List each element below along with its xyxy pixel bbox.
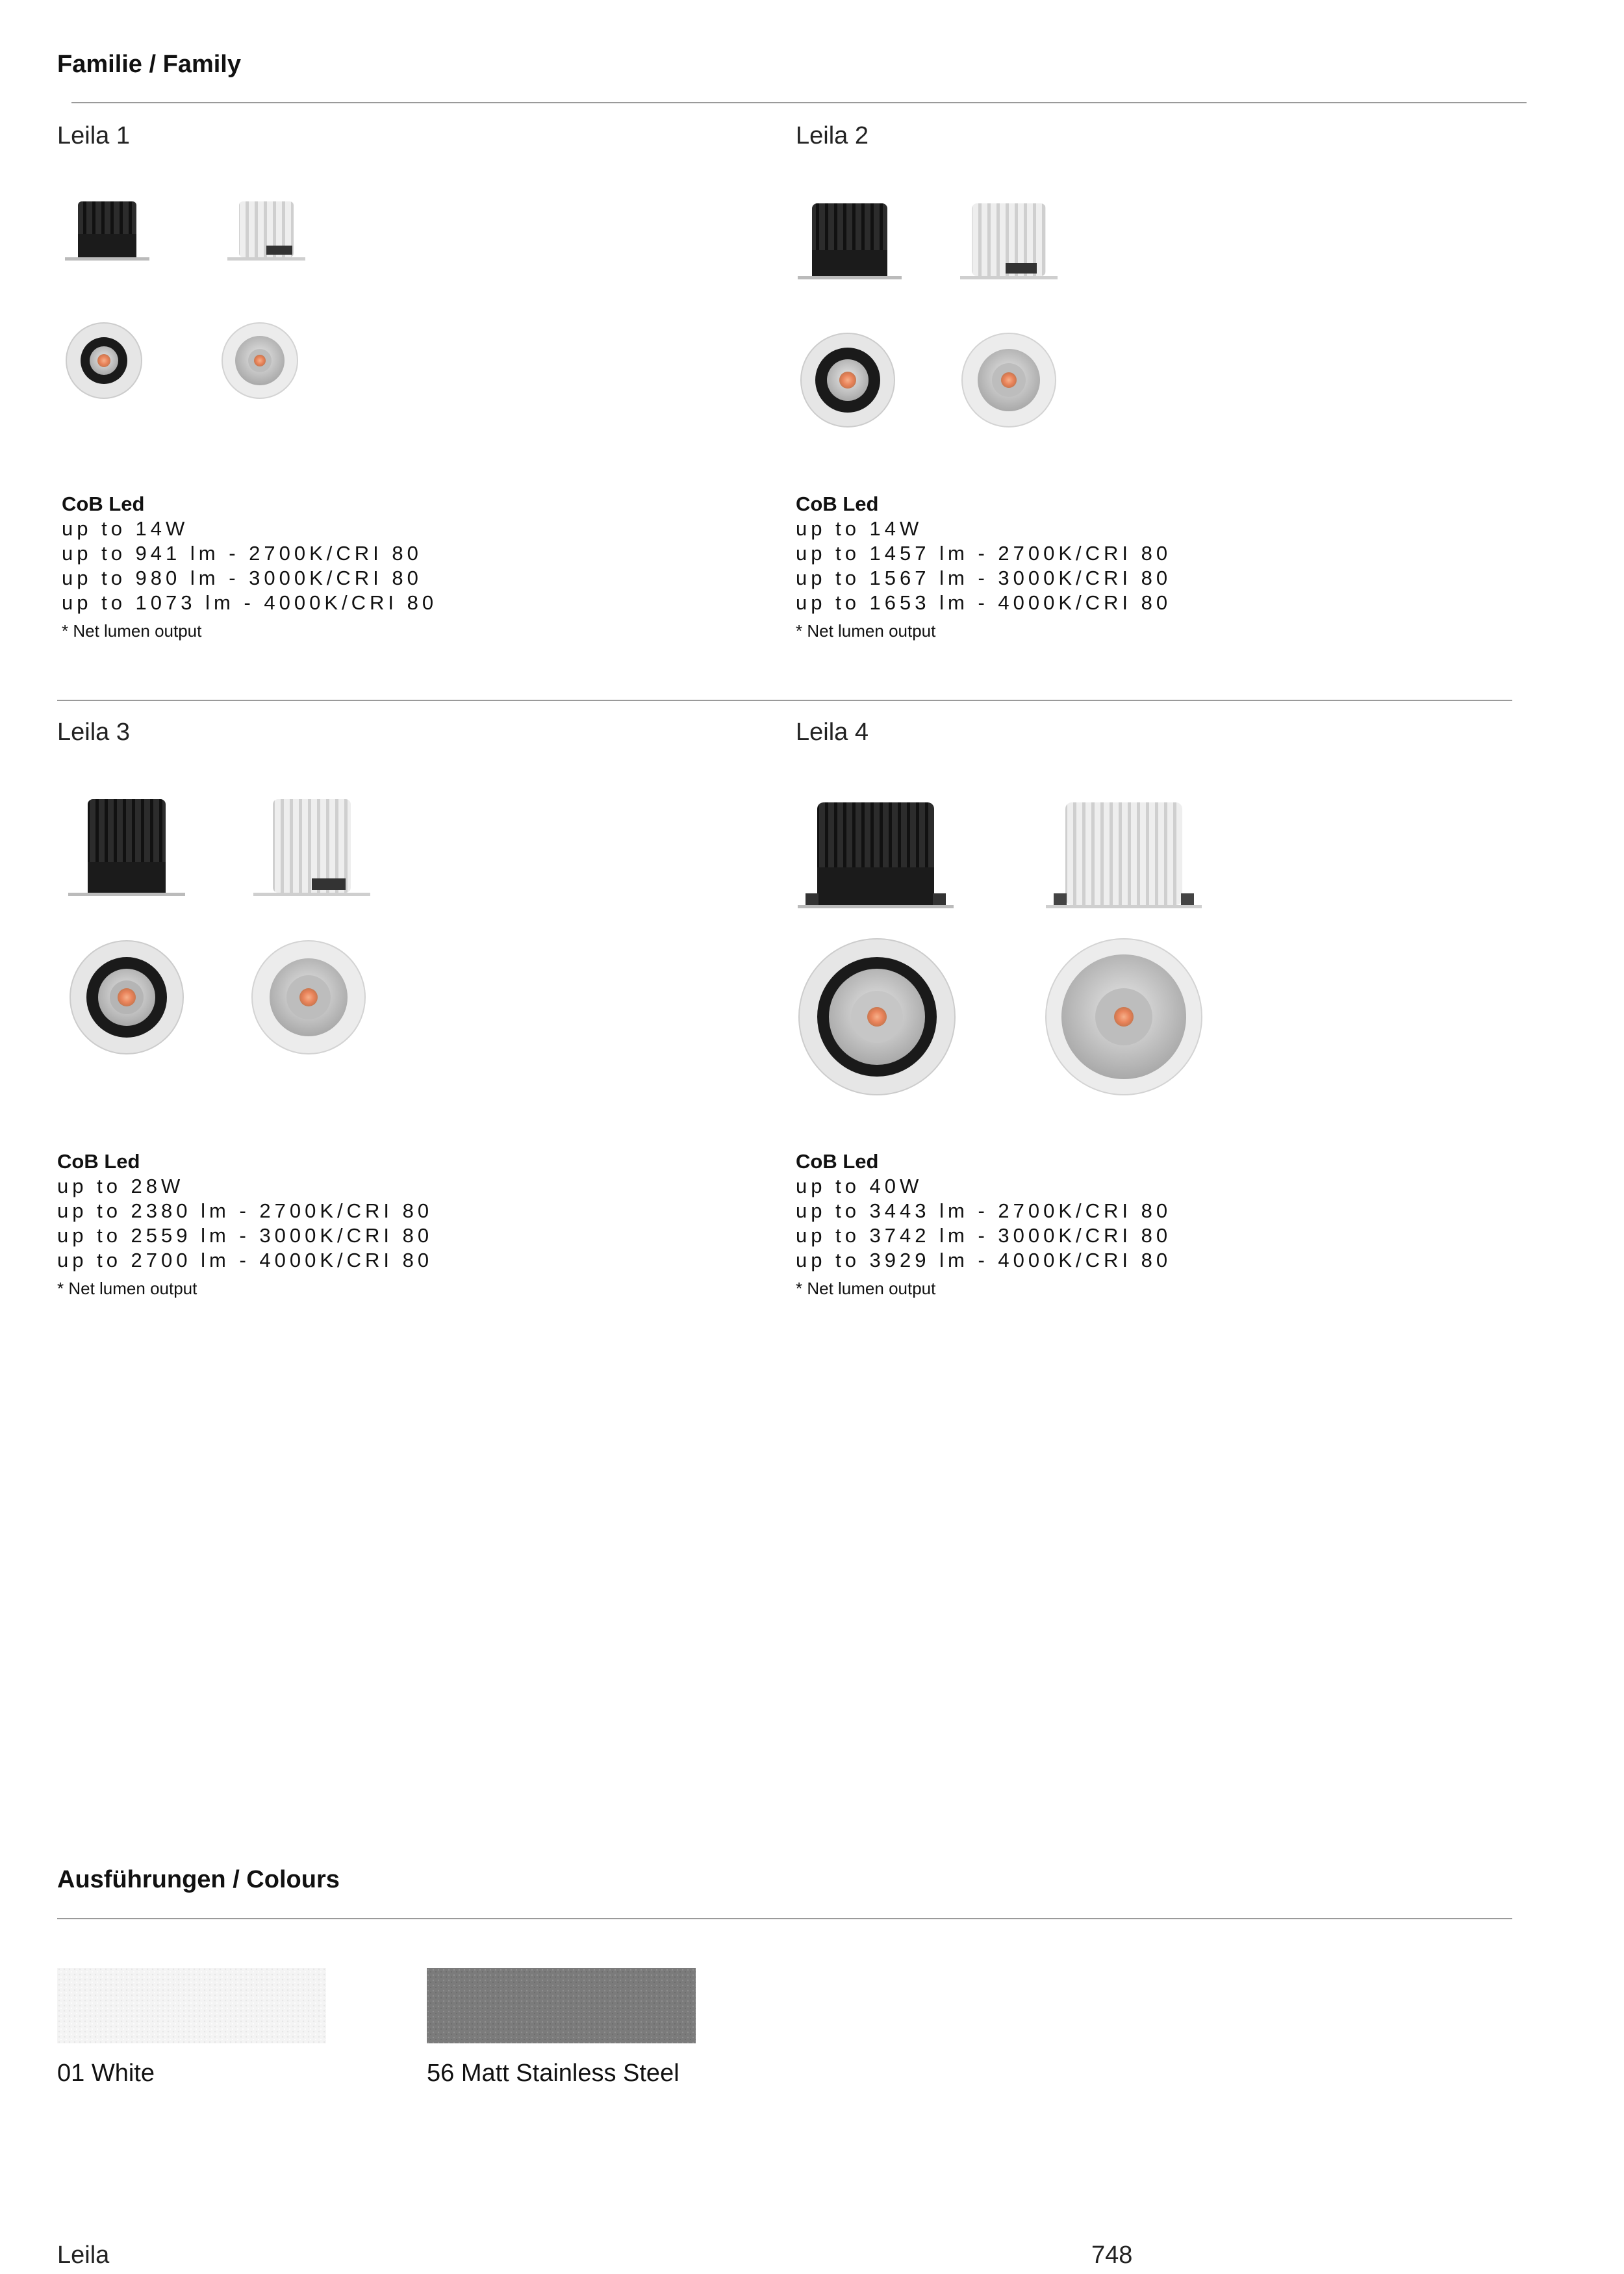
leila-3-front-black-image xyxy=(68,939,185,1056)
swatch-matt-stainless-steel xyxy=(427,1968,696,2043)
leila-1-front-black-image xyxy=(65,322,143,400)
leila-3-side-black-image xyxy=(68,794,185,901)
product-name-leila-1: Leila 1 xyxy=(57,122,130,149)
swatch-white xyxy=(57,1968,326,2043)
colours-heading: Ausführungen / Colours xyxy=(57,1866,340,1893)
page-number: 748 xyxy=(1091,2242,1133,2269)
spec-line: up to 2559 lm - 3000K/CRI 80 xyxy=(57,1224,433,1247)
leila-3-front-white-image xyxy=(250,939,367,1056)
spec-line: up to 1567 lm - 3000K/CRI 80 xyxy=(796,567,1172,589)
spec-line: up to 28W xyxy=(57,1175,184,1197)
specs-title: CoB Led xyxy=(62,492,145,515)
swatch-matt-stainless-steel-label: 56 Matt Stainless Steel xyxy=(427,2060,679,2087)
spec-line: up to 40W xyxy=(796,1175,923,1197)
leila-2-front-white-image xyxy=(960,331,1058,429)
leila-1-side-white-image xyxy=(227,195,305,266)
net-lumen-note: * Net lumen output xyxy=(796,1279,936,1298)
product-row-divider xyxy=(57,700,1512,701)
leila-1-front-white-image xyxy=(221,322,299,400)
specs-title: CoB Led xyxy=(796,1150,879,1173)
spec-line: up to 2700 lm - 4000K/CRI 80 xyxy=(57,1249,433,1271)
net-lumen-note: * Net lumen output xyxy=(57,1279,197,1298)
colours-divider xyxy=(57,1918,1512,1919)
leila-3-side-white-image xyxy=(253,794,370,901)
leila-2-side-white-image xyxy=(960,198,1058,283)
spec-line: up to 14W xyxy=(796,517,923,540)
spec-line: up to 3443 lm - 2700K/CRI 80 xyxy=(796,1199,1172,1222)
product-name-leila-2: Leila 2 xyxy=(796,122,869,149)
net-lumen-note: * Net lumen output xyxy=(796,621,936,641)
footer-product-name: Leila xyxy=(57,2242,110,2269)
leila-2-side-black-image xyxy=(798,198,902,283)
product-name-leila-4: Leila 4 xyxy=(796,719,869,746)
leila-1-specs xyxy=(62,492,437,641)
leila-4-specs xyxy=(796,1149,1171,1299)
spec-line: up to 1653 lm - 4000K/CRI 80 xyxy=(796,591,1172,614)
spec-line: up to 1073 lm - 4000K/CRI 80 xyxy=(62,591,438,614)
family-heading: Familie / Family xyxy=(57,51,241,78)
specs-title: CoB Led xyxy=(796,492,879,515)
leila-4-side-white-image xyxy=(1046,796,1202,913)
specs-title: CoB Led xyxy=(57,1150,140,1173)
leila-3-specs xyxy=(57,1149,433,1299)
swatch-white-label: 01 White xyxy=(57,2060,155,2087)
leila-2-specs xyxy=(796,492,1171,641)
spec-line: up to 941 lm - 2700K/CRI 80 xyxy=(62,542,422,565)
leila-4-front-black-image xyxy=(796,936,958,1098)
spec-line: up to 14W xyxy=(62,517,189,540)
leila-2-front-black-image xyxy=(799,331,896,429)
family-divider xyxy=(71,102,1527,103)
net-lumen-note: * Net lumen output xyxy=(62,621,202,641)
spec-line: up to 1457 lm - 2700K/CRI 80 xyxy=(796,542,1172,565)
leila-1-side-black-image xyxy=(65,195,149,266)
spec-line: up to 980 lm - 3000K/CRI 80 xyxy=(62,567,422,589)
spec-line: up to 3742 lm - 3000K/CRI 80 xyxy=(796,1224,1172,1247)
spec-line: up to 3929 lm - 4000K/CRI 80 xyxy=(796,1249,1172,1271)
product-name-leila-3: Leila 3 xyxy=(57,719,130,746)
spec-line: up to 2380 lm - 2700K/CRI 80 xyxy=(57,1199,433,1222)
leila-4-side-black-image xyxy=(798,796,954,913)
leila-4-front-white-image xyxy=(1043,936,1205,1098)
